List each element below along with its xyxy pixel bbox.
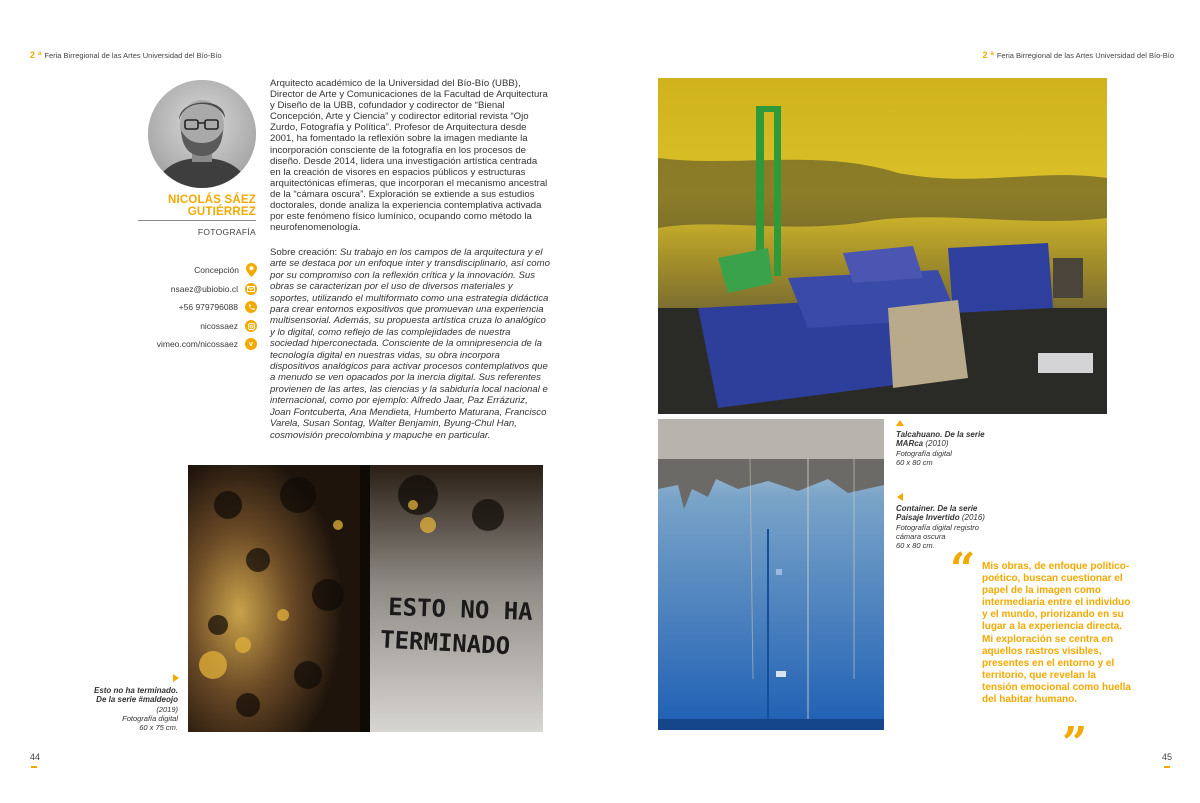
location-pin-icon <box>246 263 257 277</box>
header-title: Feria Birregional de las Artes Universidad del Bío-Bío <box>996 51 1174 60</box>
caption-year: (2016) <box>961 513 985 523</box>
quote-close-mark: ” <box>1062 718 1088 769</box>
caption-size: 60 x 75 cm. <box>139 723 178 733</box>
edition-number: 2 <box>30 50 36 60</box>
creation-statement <box>270 247 550 441</box>
artist-bio: Arquitecto académico de la Universidad del Bío-Bío (UBB), Director de Arte y Comunicaciones de la Facultad de Arquitectura y Diseño de la UBB, cofundador y codirector de “Bienal Concepción, Arte y Ciencia” y codirector editorial revista “Ojo Zurdo, Fotografía y Política”. Profesor de Arquitectura desde 2001, ha fomentado la reflexión sobre la imagen mediante la incorporación consciente de la fotografía en los procesos de diseño. Desde 2014, lidera una investigación artística centrada en la creación de visores en espacios públicos y estructuras arquitectónicas efímeras, que incorporan el mecanismo ancestral de la “cámara oscura”. Exploración se extiende a sus estudios doctorales, donde analiza la experiencia contemplativa activada por este fenómeno físico lumínico, ocupando como método la neurofenomenología. <box>270 78 548 234</box>
caption-title-line2 <box>896 439 1036 448</box>
quote-open-mark: “ <box>950 544 976 595</box>
artist-discipline: FOTOGRAFÍA <box>197 227 256 237</box>
caption-title-line1: Esto no ha terminado. <box>93 686 178 695</box>
artwork-photo-esto-no-ha-terminado <box>188 465 543 732</box>
caption-title-line2-text: Paisaje Invertido <box>896 513 960 523</box>
page-number-right: 45 <box>1162 752 1173 762</box>
page-number-left: 44 <box>30 752 41 762</box>
instagram-text[interactable]: nicossaez <box>200 321 238 331</box>
contact-email <box>120 282 257 296</box>
header-title: Feria Birregional de las Artes Universidad del Bío-Bío <box>44 51 222 60</box>
inverted-landscape-image <box>658 419 884 730</box>
artist-name <box>140 194 256 218</box>
caption-arrow-icon <box>897 493 903 501</box>
caption-title-line1: Talcahuano. De la serie <box>896 430 985 439</box>
caption-medium: Fotografía digital <box>122 713 178 723</box>
caption-title-line2-text: MARca <box>896 439 924 449</box>
contact-phone <box>120 300 257 314</box>
artist-name-line2: GUTIÉRREZ <box>187 206 256 218</box>
caption-arrow-icon <box>173 674 179 682</box>
artist-name-line1: NICOLÁS SÁEZ <box>167 194 256 206</box>
artwork-photo-talcahuano <box>658 78 1107 414</box>
artist-portrait <box>148 80 256 188</box>
email-text[interactable]: nsaez@ubiobio.cl <box>170 284 238 294</box>
instagram-icon <box>245 320 257 332</box>
vimeo-icon: v <box>245 338 257 350</box>
caption-talcahuano <box>896 430 1036 467</box>
creation-body: Su trabajo en los campos de la arquitectura y el arte se destaca por un enfoque inter y transdisciplinario, así como por su compromiso con la reflexión crítica y la innovación. Sus obras se caracterizan por el uso de diversos materiales y soportes, utilizando el multiformato como una estrategia didáctica para crear entornos expositivos que promuevan una experiencia multisensorial. Además, su propuesta artística cruza lo analógico y lo digital, como reflejo de las complejidades de nuestra sociedad hiperconectada. Consciente de la omnipresencia de la tecnología digital en nuestras vidas, su obra incorpora dispositivos analógicos para activar procesos contemplativos que a menudo se ven opacados por la inercia digital. Sus referentes provienen de las artes, las ciencias y la sabiduría local nacional e internacional, como por ejemplo: Alfredo Jaar, Paz Errázuriz, Joan Fontcuberta, Ana Mendieta, Humberto Maturana, Francisco Varela, Susan Sontag, Walter Benjamin, Byung-Chul Han, cosmovisión precolombina y mapuche en particular. <box>270 247 550 441</box>
running-header-left <box>30 50 222 60</box>
caption-year: (2010) <box>925 439 949 449</box>
edition-sup: a <box>990 50 994 57</box>
caption-size: 60 x 80 cm. <box>896 541 935 551</box>
caption-year: (2019) <box>156 704 178 714</box>
wall-graffiti-line1: ESTO NO HA <box>387 592 534 626</box>
caption-medium-line2: cámara oscura <box>896 531 946 541</box>
caption-medium-line1: Fotografía digital registro <box>896 522 979 532</box>
phone-text: +56 979796088 <box>178 302 238 312</box>
caption-medium: Fotografía digital <box>896 448 952 458</box>
email-icon <box>245 283 257 295</box>
caption-arrow-icon <box>896 420 904 426</box>
portrait-photo <box>148 80 256 188</box>
caption-title-line2: De la serie #maldeojo <box>96 695 178 705</box>
caption-esto-no-ha-terminado <box>70 686 178 732</box>
creation-lead: Sobre creación: <box>270 247 340 258</box>
contact-vimeo <box>120 337 257 351</box>
page-number-right-bar <box>1164 766 1170 768</box>
burned-wall-image <box>188 465 543 732</box>
name-divider <box>138 220 256 221</box>
edition-sup: a <box>38 50 42 57</box>
pull-quote: Mis obras, de enfoque político-poético, buscan cuestionar el papel de la imagen como intermediaria entre el individuo y el mundo, priorizando en su lugar a la experiencia directa. Mi exploración se centra en aquellos rastros visibles, presentes en el entorno y el territorio, que revelan la tensión emocional como huella del habitar humano. <box>982 561 1131 706</box>
contact-instagram <box>120 319 257 333</box>
running-header-right <box>982 50 1174 60</box>
artwork-photo-container <box>658 419 884 730</box>
wall-graffiti-line2: TERMINADO <box>379 625 511 661</box>
flooded-room-image <box>658 78 1107 414</box>
edition-number: 2 <box>982 50 988 60</box>
vimeo-text[interactable]: vimeo.com/nicossaez <box>156 339 238 349</box>
caption-title-line1: Container. De la serie <box>896 504 978 513</box>
page-number-left-bar <box>31 766 37 768</box>
caption-size: 60 x 80 cm <box>896 457 933 467</box>
location-text: Concepción <box>194 265 239 275</box>
phone-icon <box>245 301 257 313</box>
caption-title-line2 <box>896 513 1036 522</box>
contact-location <box>120 263 257 277</box>
